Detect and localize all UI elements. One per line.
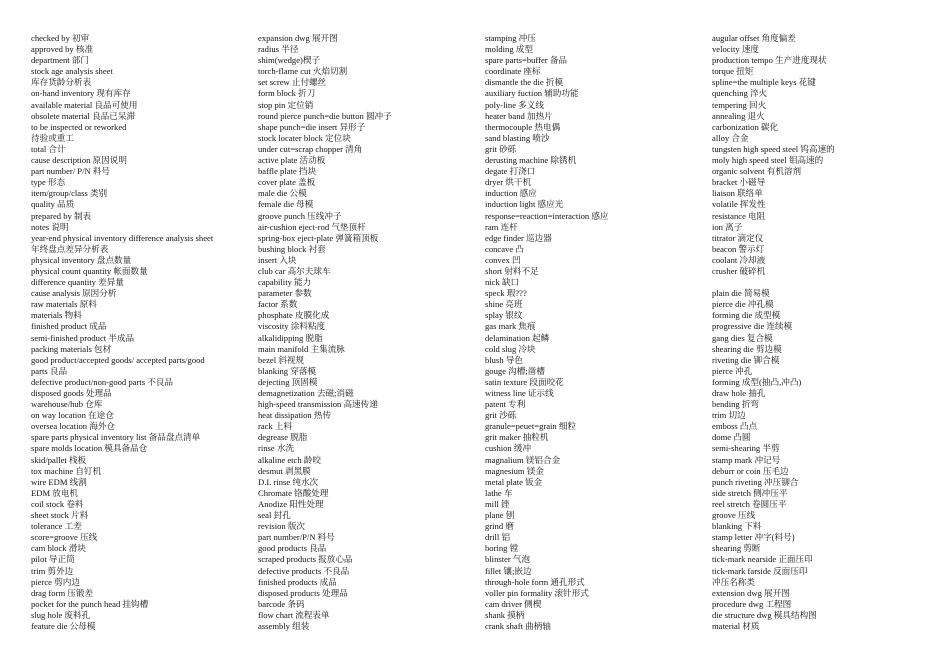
glossary-entry: cover plate 盖板 — [258, 177, 316, 188]
glossary-entry: coordinate 座标 — [485, 66, 541, 77]
glossary-entry: stock age analysis sheet — [31, 66, 113, 77]
glossary-entry: grit maker 抽粒机 — [485, 432, 549, 443]
glossary-entry: item/group/class 类别 — [31, 188, 108, 199]
glossary-entry: prepared by 制表 — [31, 210, 92, 221]
glossary-entry: volatile 挥发性 — [712, 199, 766, 210]
glossary-entry: revision 版次 — [258, 521, 306, 532]
glossary-column-2 — [258, 33, 480, 632]
glossary-entry: 年终盘点差异分析表 — [31, 243, 109, 254]
glossary-entry: grind 磨 — [485, 521, 514, 532]
glossary-entry: magnesium 镁金 — [485, 465, 544, 476]
glossary-entry: granule=peuet=grain 细粒 — [485, 421, 577, 432]
glossary-entry: year-end physical inventory difference analysis sheet — [31, 232, 214, 243]
glossary-column-3 — [485, 33, 707, 632]
glossary-entry: spare parts physical inventory list 备品盘点清单 — [31, 432, 201, 443]
glossary-entry: 库存货龄分析表 — [31, 77, 92, 88]
glossary-entry: production tempo 生产进度现状 — [712, 55, 827, 66]
glossary-entry: degrease 脱脂 — [258, 432, 308, 443]
glossary-entry: titrator 滴定仪 — [712, 232, 764, 243]
glossary-entry: pilot 导正筒 — [31, 554, 75, 565]
glossary-entry: difference quantity 差异量 — [31, 277, 124, 288]
glossary-entry: resistance 电阻 — [712, 210, 766, 221]
glossary-entry: round pierce punch=die button 圆冲子 — [258, 110, 392, 121]
glossary-entry: club car 高尔夫球车 — [258, 265, 331, 276]
glossary-entry: spring-box eject-plate 弹簧箱顶板 — [258, 232, 379, 243]
glossary-entry: moly high speed steel 钼高速的 — [712, 155, 824, 166]
glossary-entry: tempering 回火 — [712, 99, 767, 110]
glossary-entry: finished products 成品 — [258, 576, 337, 587]
glossary-entry: liaison 联络单 — [712, 188, 763, 199]
glossary-entry: finished product 成品 — [31, 321, 107, 332]
glossary-entry: patent 专利 — [485, 399, 526, 410]
glossary-entry: concave 凸 — [485, 243, 524, 254]
glossary-entry: stamp mark 冲记号 — [712, 454, 781, 465]
glossary-entry: fillet 镶;嵌边 — [485, 565, 532, 576]
glossary-entry: material 材质 — [712, 620, 760, 631]
glossary-entry: defective product/non-good parts 不良品 — [31, 376, 173, 387]
glossary-entry: dismantle the die 折模 — [485, 77, 564, 88]
glossary-entry — [712, 277, 934, 288]
glossary-entry: auxiliary fuction 辅助功能 — [485, 88, 579, 99]
glossary-entry: available material 良品可使用 — [31, 99, 138, 110]
glossary-entry: raw materials 原料 — [31, 299, 97, 310]
glossary-entry: shine 亮班 — [485, 299, 523, 310]
glossary-entry: stamp letter 冲字(料号) — [712, 532, 795, 543]
glossary-entry: parts 良品 — [31, 365, 68, 376]
glossary-entry: cushion 缓冲 — [485, 443, 532, 454]
glossary-entry: stamping 冲压 — [485, 33, 536, 43]
glossary-entry: alkaline etch 龄咬 — [258, 454, 321, 465]
glossary-entry: punch riveting 冲压铆合 — [712, 476, 799, 487]
glossary-entry: scraped products 报放心品 — [258, 554, 353, 565]
glossary-entry: augular offset 角度偏差 — [712, 33, 796, 43]
glossary-entry: bracket 小磁导 — [712, 177, 766, 188]
glossary-entry: forming die 成型模 — [712, 310, 781, 321]
glossary-entry: D.I. rinse 纯水次 — [258, 476, 319, 487]
glossary-entry: obsolete material 良品已呆滞 — [31, 110, 136, 121]
glossary-entry: degate 打浇口 — [485, 166, 536, 177]
glossary-entry: physical count quantity 帐面数量 — [31, 265, 148, 276]
glossary-entry: cold slug 冷块 — [485, 343, 536, 354]
glossary-entry: capability 能力 — [258, 277, 312, 288]
glossary-entry: procedure dwg 工程图 — [712, 598, 792, 609]
glossary-entry: gang dies 复合模 — [712, 332, 773, 343]
glossary-entry: gas mark 焦痕 — [485, 321, 536, 332]
glossary-entry: groove punch 压线冲子 — [258, 210, 342, 221]
glossary-entry: carbonization 碳化 — [712, 121, 779, 132]
glossary-entry: radius 半径 — [258, 44, 299, 55]
glossary-entry: female die 母模 — [258, 199, 314, 210]
glossary-entry: good product/accepted goods/ accepted parts/good — [31, 354, 205, 365]
glossary-entry: thermocouple 热电偶 — [485, 121, 561, 132]
glossary-entry: pierce 冲孔 — [712, 365, 753, 376]
glossary-entry: sand blasting 喷沙 — [485, 132, 550, 143]
glossary-entry: shape punch=die insert 异形子 — [258, 121, 366, 132]
glossary-entry: cam block 滑块 — [31, 543, 86, 554]
glossary-entry: plain die 简易模 — [712, 288, 770, 299]
glossary-entry: poly-line 多义线 — [485, 99, 544, 110]
glossary-entry: active plate 活动板 — [258, 155, 326, 166]
glossary-column-4 — [712, 33, 934, 632]
glossary-entry: rinse 水洗 — [258, 443, 295, 454]
glossary-entry: sheet stock 片料 — [31, 510, 89, 521]
glossary-entry: insert 入块 — [258, 254, 297, 265]
glossary-entry: bending 折弯 — [712, 399, 760, 410]
glossary-entry: short 射料不足 — [485, 265, 539, 276]
glossary-entry: voller pin formality 滚针形式 — [485, 587, 589, 598]
glossary-entry: tolerance 工差 — [31, 521, 82, 532]
glossary-entry: plane 刨 — [485, 510, 515, 521]
glossary-entry: ion 离子 — [712, 221, 743, 232]
glossary-entry: blanking 下料 — [712, 521, 762, 532]
glossary-entry: induction 感应 — [485, 188, 537, 199]
glossary-entry: packing materials 包材 — [31, 343, 112, 354]
glossary-entry: physical inventory 盘点数量 — [31, 254, 132, 265]
glossary-entry: parameter 参数 — [258, 288, 312, 299]
glossary-entry: coil stock 卷料 — [31, 498, 84, 509]
glossary-entry: response=reaction=interaction 感应 — [485, 210, 609, 221]
glossary-entry: tungsten high speed steel 钨高速的 — [712, 143, 835, 154]
glossary-entry: emboss 凸点 — [712, 421, 758, 432]
glossary-entry: quality 品质 — [31, 199, 75, 210]
glossary-entry: alkalidipping 脱脂 — [258, 332, 323, 343]
glossary-entry: bezel 斜视规 — [258, 354, 305, 365]
glossary-entry: shim(wedge)楔子 — [258, 55, 321, 66]
glossary-entry: splay 银纹 — [485, 310, 523, 321]
glossary-entry: 待验或重工 — [31, 132, 74, 143]
glossary-entry: ram 连杆 — [485, 221, 518, 232]
glossary-entry: annealing 退火 — [712, 110, 765, 121]
glossary-entry: riveting die 铆合模 — [712, 354, 780, 365]
glossary-entry: draw hole 抽孔 — [712, 388, 766, 398]
glossary-entry: disposed products 处理品 — [258, 587, 348, 598]
glossary-entry: wire EDM 线割 — [31, 476, 87, 487]
glossary-entry: tick-mark nearside 正面压印 — [712, 554, 813, 565]
glossary-entry: alloy 合金 — [712, 132, 749, 143]
glossary-entry: stop pin 定位销 — [258, 99, 314, 110]
glossary-entry: quenching 淬火 — [712, 88, 768, 99]
glossary-entry: barcode 条码 — [258, 598, 305, 609]
glossary-entry: to be inspected or reworked — [31, 121, 127, 132]
glossary-entry: heater band 加热片 — [485, 110, 553, 121]
glossary-entry: high-speed transmission 高速传递 — [258, 399, 378, 410]
glossary-entry: air-cushion eject-rod 气垫顶杆 — [258, 221, 366, 232]
glossary-entry: flow chart 流程表单 — [258, 609, 330, 620]
glossary-column-1 — [31, 33, 253, 632]
glossary-entry: 冲压名称类 — [712, 576, 755, 587]
glossary-entry: set screw 止付螺丝 — [258, 77, 327, 88]
glossary-entry: delamination 起鳞 — [485, 332, 550, 343]
glossary-entry: pierce die 冲孔模 — [712, 299, 774, 310]
glossary-entry: part number/ P/N 料号 — [31, 166, 111, 177]
glossary-entry: shank 摸柄 — [485, 609, 525, 620]
glossary-entry: male die 公模 — [258, 188, 307, 199]
glossary-entry: slug hole 废料孔 — [31, 609, 91, 620]
glossary-entry: disposed goods 处理品 — [31, 388, 112, 398]
glossary-entry: Chromate 铬酸处理 — [258, 487, 329, 498]
glossary-entry: defective products 不良品 — [258, 565, 350, 576]
glossary-entry: molding 成型 — [485, 44, 533, 55]
glossary-entry: forming 成型(抽凸,冲凸) — [712, 376, 802, 387]
glossary-entry: pocket for the punch head 挂钩槽 — [31, 598, 149, 609]
glossary-entry: Anodize 阳性处理 — [258, 498, 324, 509]
glossary-entry: organic solvent 有机溶剂 — [712, 166, 802, 177]
glossary-entry: shearing 剪断 — [712, 543, 761, 554]
glossary-entry: lathe 车 — [485, 487, 513, 498]
glossary-entry: cause analysis 原因分析 — [31, 288, 117, 299]
glossary-entry: on-hand inventory 现有库存 — [31, 88, 131, 99]
glossary-entry: heat dissipation 热传 — [258, 410, 332, 421]
glossary-entry: pierce 剪内边 — [31, 576, 80, 587]
glossary-entry: coolant 冷却液 — [712, 254, 766, 265]
glossary-entry: notes 说明 — [31, 221, 69, 232]
glossary-entry: spare molds location 模具备品仓 — [31, 443, 148, 454]
glossary-entry: semi-finished product 半成品 — [31, 332, 135, 343]
glossary-entry: spare parts=buffer 备品 — [485, 55, 568, 66]
glossary-entry: good products 良品 — [258, 543, 327, 554]
glossary-entry: satin texture 段面咬花 — [485, 376, 564, 387]
glossary-entry: die structure dwg 模具结构图 — [712, 609, 817, 620]
glossary-entry: torch-flame cut 火焰切割 — [258, 66, 348, 77]
glossary-entry: drag form 压锻差 — [31, 587, 94, 598]
glossary-entry: skid/pallet 栈板 — [31, 454, 87, 465]
glossary-entry: through-hole form 通孔形式 — [485, 576, 585, 587]
glossary-entry: approved by 核准 — [31, 44, 94, 55]
glossary-entry: viscosity 涂料粘度 — [258, 321, 326, 332]
glossary-entry: side stretch 侧冲压平 — [712, 487, 788, 498]
glossary-entry: dryer 烘干机 — [485, 177, 532, 188]
glossary-entry: progressive die 连续模 — [712, 321, 793, 332]
glossary-entry: spline=the multiple keys 花键 — [712, 77, 816, 88]
glossary-entry: torque 扭矩 — [712, 66, 754, 77]
glossary-entry: desmut 剥黑膜 — [258, 465, 311, 476]
glossary-entry: crank shaft 曲柄轴 — [485, 620, 551, 631]
glossary-entry: nick 缺口 — [485, 277, 520, 288]
glossary-entry: induction light 感应光 — [485, 199, 564, 210]
glossary-entry: beacon 警示灯 — [712, 243, 765, 254]
glossary-entry: phosphate 皮膜化成 — [258, 310, 330, 321]
glossary-entry: grit 砂砾 — [485, 143, 517, 154]
glossary-entry: convex 凹 — [485, 254, 521, 265]
glossary-entry: extension dwg 展开图 — [712, 587, 790, 598]
glossary-entry: blanking 穿落模 — [258, 365, 317, 376]
glossary-entry: main manifold 主集流脉 — [258, 343, 345, 354]
glossary-entry: edge finder 巡边器 — [485, 232, 552, 243]
glossary-entry: rack 上料 — [258, 421, 293, 432]
glossary-entry: shearing die 剪边模 — [712, 343, 782, 354]
glossary-entry: EDM 放电机 — [31, 487, 79, 498]
glossary-entry: magnalium 镁铝合金 — [485, 454, 561, 465]
glossary-entry: blinster 气泡 — [485, 554, 531, 565]
glossary-entry: derusting machine 除锈机 — [485, 155, 577, 166]
glossary-entry: blush 导色 — [485, 354, 523, 365]
glossary-entry: trim 剪外边 — [31, 565, 74, 576]
glossary-entry: warehouse/hub 仓库 — [31, 399, 103, 410]
glossary-entry: under cut=scrap chopper 清角 — [258, 143, 363, 154]
glossary-entry: mill 锉 — [485, 498, 510, 509]
glossary-entry: tox machine 自钉机 — [31, 465, 102, 476]
glossary-entry: cam driver 侧楔 — [485, 598, 542, 609]
glossary-entry: dome 凸圆 — [712, 432, 751, 443]
glossary-entry: bushing block 衬套 — [258, 243, 326, 254]
glossary-entry: assembly 组装 — [258, 620, 310, 631]
glossary-entry: cause description 原因说明 — [31, 155, 127, 166]
glossary-entry: tick-mark farside 反面压印 — [712, 565, 808, 576]
glossary-entry: drill 铝 — [485, 532, 511, 543]
glossary-entry: score=groove 压线 — [31, 532, 98, 543]
glossary-entry: materials 物料 — [31, 310, 82, 321]
glossary-entry: dejecting 顶固模 — [258, 376, 318, 387]
glossary-entry: semi-shearing 半剪 — [712, 443, 780, 454]
glossary-entry: speck 瑕??? — [485, 288, 527, 299]
glossary-entry: oversea location 海外仓 — [31, 421, 116, 432]
glossary-entry: metal plate 钣金 — [485, 476, 543, 487]
glossary-entry: crusher 破碎机 — [712, 265, 766, 276]
glossary-entry: checked by 初审 — [31, 33, 90, 43]
glossary-entry: form block 折刀 — [258, 88, 316, 99]
glossary-entry: witness line 证示线 — [485, 388, 554, 398]
glossary-entry: velocity 速度 — [712, 44, 760, 55]
glossary-entry: seal 封孔 — [258, 510, 291, 521]
glossary-entry: groove 压线 — [712, 510, 756, 521]
glossary-entry: type 形态 — [31, 177, 66, 188]
glossary-entry: gouge 沟槽;凿槽 — [485, 365, 545, 376]
glossary-entry: factor 系数 — [258, 299, 298, 310]
glossary-entry: baffle plate 挡块 — [258, 166, 317, 177]
glossary-entry: stock locater block 定位块 — [258, 132, 351, 143]
glossary-entry: deburr or coin 压毛边 — [712, 465, 789, 476]
glossary-entry: on way location 在途仓 — [31, 410, 114, 421]
glossary-entry: part number/P/N 料号 — [258, 532, 335, 543]
glossary-entry: trim 切边 — [712, 410, 746, 421]
glossary-entry: total 合计 — [31, 143, 66, 154]
glossary-entry: feature die 公母模 — [31, 620, 96, 631]
glossary-entry: boring 镗 — [485, 543, 519, 554]
glossary-entry: grit 沙砾 — [485, 410, 517, 421]
glossary-entry: expansion dwg 展开图 — [258, 33, 338, 43]
glossary-entry: demagnetization 去磁;消磁 — [258, 388, 354, 398]
glossary-entry: reel stretch 卷圆压平 — [712, 498, 787, 509]
glossary-entry: department 部门 — [31, 55, 89, 66]
